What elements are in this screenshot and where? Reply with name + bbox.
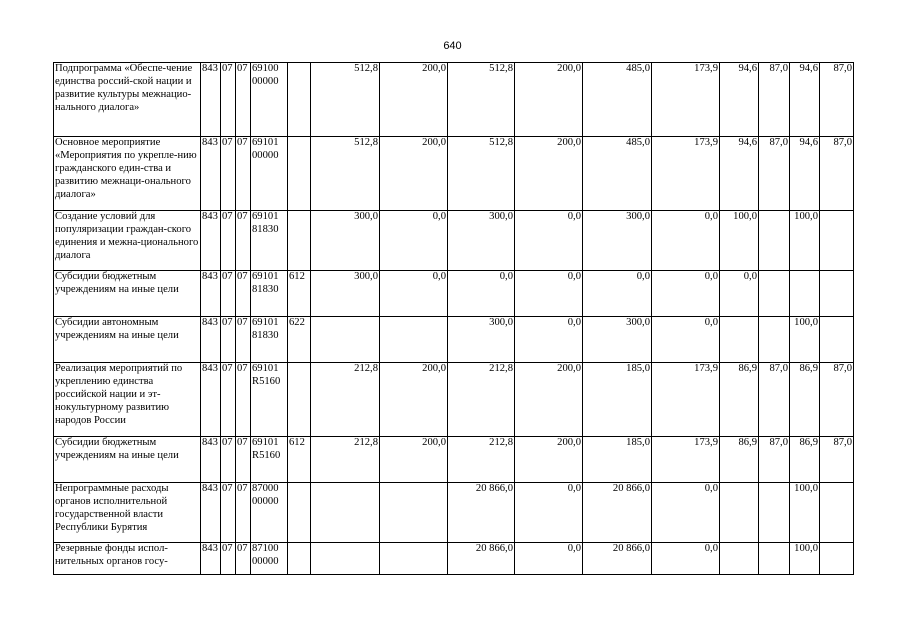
- value-col-6-cell: 173,9: [652, 363, 720, 437]
- item-name-cell: Реализация мероприятий по укреплению единства российской нации и эт-нокультурному развитию народов России: [54, 363, 201, 437]
- percent-col-2-cell: 87,0: [759, 137, 790, 211]
- ministry-code-cell: 843: [201, 63, 221, 137]
- value-col-2-cell: [380, 543, 448, 575]
- percent-col-1-cell: 94,6: [720, 137, 759, 211]
- value-col-6-cell: 0,0: [652, 271, 720, 317]
- target-article-cell: 87100 00000: [251, 543, 288, 575]
- ministry-code-cell: 843: [201, 317, 221, 363]
- value-col-6-cell: 173,9: [652, 63, 720, 137]
- value-col-1-cell: [311, 483, 380, 543]
- percent-col-1-cell: 100,0: [720, 211, 759, 271]
- value-col-1-cell: 512,8: [311, 137, 380, 211]
- value-col-3-cell: 300,0: [448, 317, 515, 363]
- subsection-code-cell: 07: [236, 317, 251, 363]
- value-col-2-cell: 0,0: [380, 271, 448, 317]
- value-col-6-cell: 0,0: [652, 317, 720, 363]
- section-code-cell: 07: [221, 63, 236, 137]
- percent-col-4-cell: [820, 543, 854, 575]
- ministry-code-cell: 843: [201, 483, 221, 543]
- value-col-5-cell: 20 866,0: [583, 543, 652, 575]
- expense-type-cell: [288, 363, 311, 437]
- item-name-cell: Субсидии автономным учреждениям на иные цели: [54, 317, 201, 363]
- value-col-2-cell: 200,0: [380, 137, 448, 211]
- section-code-cell: 07: [221, 363, 236, 437]
- percent-col-4-cell: 87,0: [820, 363, 854, 437]
- percent-col-4-cell: [820, 271, 854, 317]
- percent-col-3-cell: 94,6: [790, 63, 820, 137]
- subsection-code-cell: 07: [236, 437, 251, 483]
- value-col-4-cell: 0,0: [515, 211, 583, 271]
- subsection-code-cell: 07: [236, 211, 251, 271]
- section-code-cell: 07: [221, 437, 236, 483]
- value-col-4-cell: 0,0: [515, 271, 583, 317]
- percent-col-2-cell: [759, 271, 790, 317]
- value-col-5-cell: 300,0: [583, 211, 652, 271]
- percent-col-1-cell: [720, 317, 759, 363]
- value-col-6-cell: 173,9: [652, 437, 720, 483]
- percent-col-1-cell: [720, 483, 759, 543]
- value-col-3-cell: 0,0: [448, 271, 515, 317]
- target-article-cell: 69101 81830: [251, 211, 288, 271]
- value-col-4-cell: 0,0: [515, 317, 583, 363]
- value-col-5-cell: 185,0: [583, 363, 652, 437]
- percent-col-1-cell: 86,9: [720, 363, 759, 437]
- value-col-1-cell: 212,8: [311, 363, 380, 437]
- percent-col-4-cell: [820, 211, 854, 271]
- value-col-3-cell: 212,8: [448, 437, 515, 483]
- percent-col-2-cell: 87,0: [759, 63, 790, 137]
- percent-col-3-cell: 100,0: [790, 211, 820, 271]
- value-col-2-cell: [380, 483, 448, 543]
- item-name-cell: Субсидии бюджетным учреждениям на иные цели: [54, 437, 201, 483]
- table-row: [54, 363, 854, 437]
- value-col-3-cell: 20 866,0: [448, 543, 515, 575]
- value-col-6-cell: 0,0: [652, 543, 720, 575]
- percent-col-4-cell: [820, 317, 854, 363]
- percent-col-4-cell: 87,0: [820, 63, 854, 137]
- percent-col-3-cell: [790, 271, 820, 317]
- expense-type-cell: 622: [288, 317, 311, 363]
- section-code-cell: 07: [221, 137, 236, 211]
- subsection-code-cell: 07: [236, 137, 251, 211]
- expense-type-cell: [288, 543, 311, 575]
- ministry-code-cell: 843: [201, 363, 221, 437]
- value-col-4-cell: 0,0: [515, 483, 583, 543]
- value-col-3-cell: 512,8: [448, 63, 515, 137]
- percent-col-2-cell: 87,0: [759, 363, 790, 437]
- value-col-5-cell: 485,0: [583, 63, 652, 137]
- expense-type-cell: 612: [288, 437, 311, 483]
- subsection-code-cell: 07: [236, 543, 251, 575]
- value-col-6-cell: 173,9: [652, 137, 720, 211]
- value-col-1-cell: 300,0: [311, 211, 380, 271]
- expense-type-cell: 612: [288, 271, 311, 317]
- section-code-cell: 07: [221, 211, 236, 271]
- item-name-cell: Субсидии бюджетным учреждениям на иные цели: [54, 271, 201, 317]
- value-col-2-cell: 200,0: [380, 363, 448, 437]
- percent-col-1-cell: [720, 543, 759, 575]
- value-col-1-cell: 300,0: [311, 271, 380, 317]
- percent-col-4-cell: 87,0: [820, 137, 854, 211]
- percent-col-3-cell: 94,6: [790, 137, 820, 211]
- percent-col-3-cell: 100,0: [790, 317, 820, 363]
- section-code-cell: 07: [221, 483, 236, 543]
- value-col-1-cell: [311, 543, 380, 575]
- subsection-code-cell: 07: [236, 483, 251, 543]
- item-name-cell: Основное мероприятие «Мероприятия по укрепле-нию гражданского един-ства и развитию межнаци-онального диалога»: [54, 137, 201, 211]
- table-row: [54, 483, 854, 543]
- value-col-3-cell: 20 866,0: [448, 483, 515, 543]
- percent-col-3-cell: 100,0: [790, 483, 820, 543]
- value-col-3-cell: 300,0: [448, 211, 515, 271]
- value-col-1-cell: [311, 317, 380, 363]
- percent-col-4-cell: [820, 483, 854, 543]
- value-col-4-cell: 200,0: [515, 363, 583, 437]
- table-row: [54, 211, 854, 271]
- value-col-2-cell: 200,0: [380, 63, 448, 137]
- percent-col-2-cell: [759, 211, 790, 271]
- item-name-cell: Непрограммные расходы органов исполнительной государственной власти Республики Бурятия: [54, 483, 201, 543]
- subsection-code-cell: 07: [236, 63, 251, 137]
- item-name-cell: Резервные фонды испол-нительных органов госу-: [54, 543, 201, 575]
- percent-col-4-cell: 87,0: [820, 437, 854, 483]
- percent-col-1-cell: 0,0: [720, 271, 759, 317]
- section-code-cell: 07: [221, 271, 236, 317]
- subsection-code-cell: 07: [236, 363, 251, 437]
- target-article-cell: 69101 R5160: [251, 363, 288, 437]
- target-article-cell: 69101 R5160: [251, 437, 288, 483]
- value-col-3-cell: 212,8: [448, 363, 515, 437]
- value-col-6-cell: 0,0: [652, 211, 720, 271]
- ministry-code-cell: 843: [201, 137, 221, 211]
- percent-col-2-cell: 87,0: [759, 437, 790, 483]
- value-col-2-cell: 0,0: [380, 211, 448, 271]
- value-col-3-cell: 512,8: [448, 137, 515, 211]
- ministry-code-cell: 843: [201, 211, 221, 271]
- ministry-code-cell: 843: [201, 437, 221, 483]
- item-name-cell: Создание условий для популяризации граждан-ского единения и межна-ционального диалога: [54, 211, 201, 271]
- target-article-cell: 87000 00000: [251, 483, 288, 543]
- percent-col-2-cell: [759, 543, 790, 575]
- percent-col-1-cell: 86,9: [720, 437, 759, 483]
- target-article-cell: 69101 81830: [251, 271, 288, 317]
- value-col-2-cell: [380, 317, 448, 363]
- item-name-cell: Подпрограмма «Обеспе-чение единства россий-ской нации и развитие культуры межнацио-нального диалога»: [54, 63, 201, 137]
- value-col-1-cell: 212,8: [311, 437, 380, 483]
- percent-col-2-cell: [759, 483, 790, 543]
- ministry-code-cell: 843: [201, 271, 221, 317]
- table-row: [54, 63, 854, 137]
- value-col-2-cell: 200,0: [380, 437, 448, 483]
- percent-col-3-cell: 86,9: [790, 437, 820, 483]
- percent-col-2-cell: [759, 317, 790, 363]
- value-col-5-cell: 185,0: [583, 437, 652, 483]
- expense-type-cell: [288, 211, 311, 271]
- expense-type-cell: [288, 63, 311, 137]
- table-row: [54, 543, 854, 575]
- percent-col-1-cell: 94,6: [720, 63, 759, 137]
- expense-type-cell: [288, 137, 311, 211]
- value-col-1-cell: 512,8: [311, 63, 380, 137]
- ministry-code-cell: 843: [201, 543, 221, 575]
- value-col-5-cell: 485,0: [583, 137, 652, 211]
- table-row: [54, 271, 854, 317]
- value-col-5-cell: 300,0: [583, 317, 652, 363]
- value-col-4-cell: 200,0: [515, 63, 583, 137]
- table-row: [54, 317, 854, 363]
- value-col-5-cell: 20 866,0: [583, 483, 652, 543]
- budget-table: [53, 62, 854, 575]
- percent-col-3-cell: 86,9: [790, 363, 820, 437]
- subsection-code-cell: 07: [236, 271, 251, 317]
- expense-type-cell: [288, 483, 311, 543]
- section-code-cell: 07: [221, 317, 236, 363]
- percent-col-3-cell: 100,0: [790, 543, 820, 575]
- target-article-cell: 69101 81830: [251, 317, 288, 363]
- value-col-5-cell: 0,0: [583, 271, 652, 317]
- target-article-cell: 69100 00000: [251, 63, 288, 137]
- table-row: [54, 437, 854, 483]
- value-col-6-cell: 0,0: [652, 483, 720, 543]
- table-row: [54, 137, 854, 211]
- value-col-4-cell: 200,0: [515, 137, 583, 211]
- section-code-cell: 07: [221, 543, 236, 575]
- page-number: 640: [443, 40, 462, 52]
- target-article-cell: 69101 00000: [251, 137, 288, 211]
- value-col-4-cell: 0,0: [515, 543, 583, 575]
- value-col-4-cell: 200,0: [515, 437, 583, 483]
